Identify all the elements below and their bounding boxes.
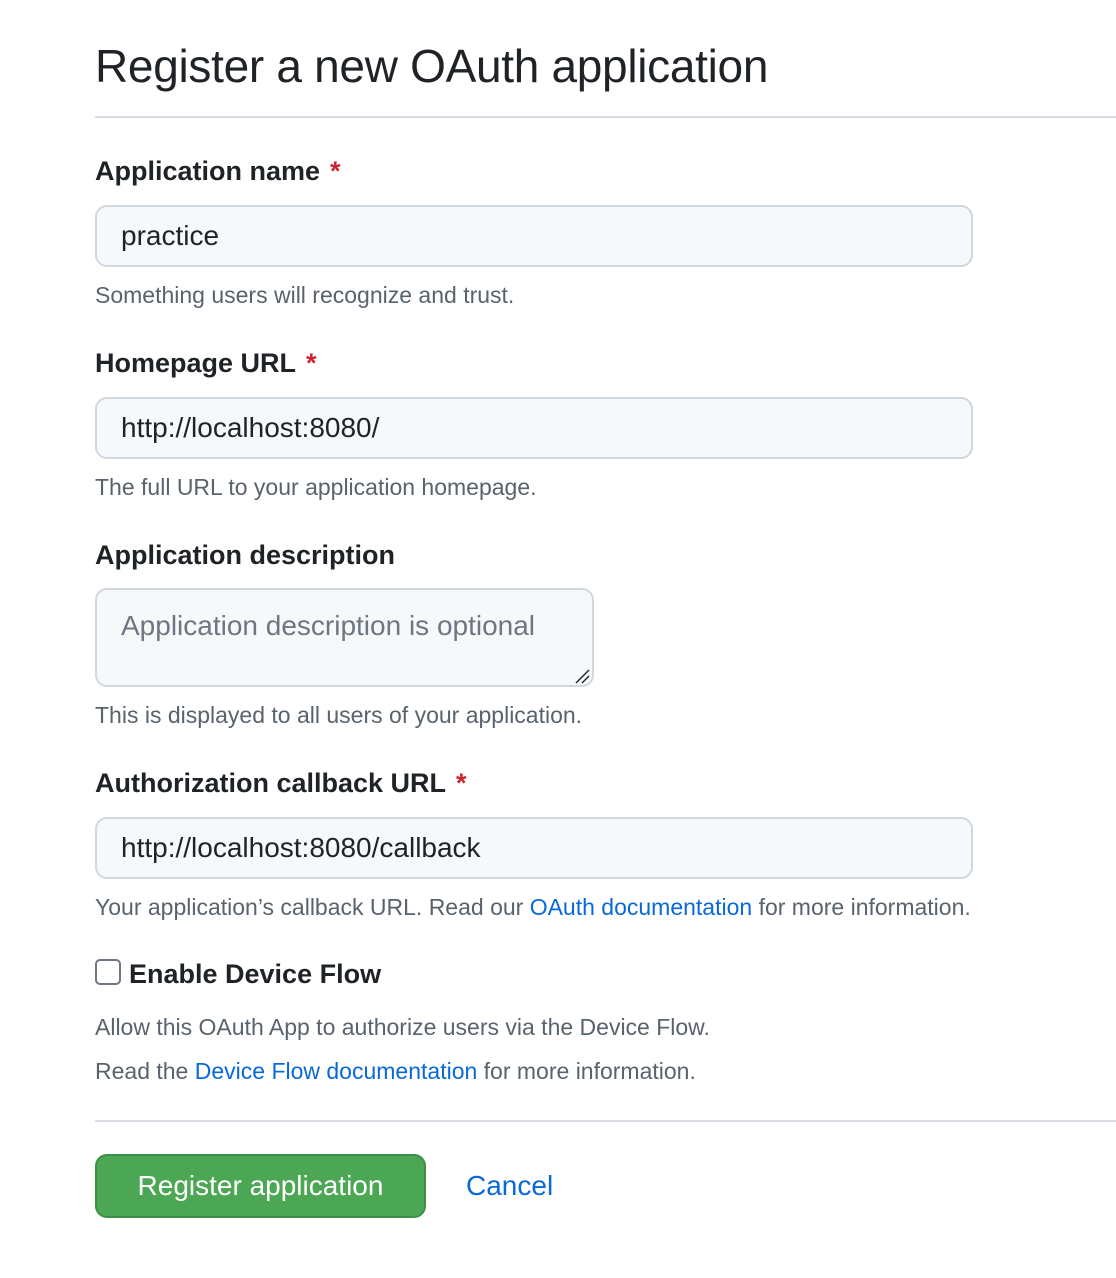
device-flow-doc-text-end: for more information. bbox=[483, 1058, 696, 1084]
required-marker: * bbox=[456, 768, 467, 798]
device-flow-doc-text: Read the bbox=[95, 1058, 189, 1084]
device-flow-note: Allow this OAuth App to authorize users via the Device Flow. bbox=[95, 1014, 710, 1040]
callback-url-input[interactable] bbox=[95, 817, 973, 879]
homepage-url-note: The full URL to your application homepage. bbox=[95, 474, 537, 500]
required-marker: * bbox=[330, 156, 341, 186]
device-flow-doc-note bbox=[95, 1056, 696, 1086]
description-textarea[interactable] bbox=[95, 588, 594, 687]
device-flow-label[interactable]: Enable Device Flow bbox=[129, 959, 382, 989]
page-title: Register a new OAuth application bbox=[95, 40, 769, 92]
cancel-link[interactable]: Cancel bbox=[466, 1170, 554, 1201]
app-name-note: Something users will recognize and trust. bbox=[95, 282, 515, 308]
resize-grip-icon[interactable] bbox=[574, 668, 590, 684]
app-name-label-text: Application name bbox=[95, 156, 321, 186]
homepage-url-label-text: Homepage URL bbox=[95, 348, 297, 378]
app-name-label bbox=[95, 154, 341, 188]
required-marker: * bbox=[306, 348, 317, 378]
title-divider bbox=[95, 116, 1116, 118]
register-application-button[interactable]: Register application bbox=[95, 1154, 426, 1218]
oauth-documentation-link[interactable]: OAuth documentation bbox=[529, 894, 753, 920]
description-label: Application description bbox=[95, 540, 396, 570]
callback-note-text-end: for more information. bbox=[758, 894, 971, 920]
homepage-url-label bbox=[95, 346, 317, 380]
description-note: This is displayed to all users of your application. bbox=[95, 702, 583, 728]
callback-url-note bbox=[95, 892, 971, 922]
callback-note-text: Your application’s callback URL. Read our bbox=[95, 894, 524, 920]
actions-divider bbox=[95, 1120, 1116, 1122]
callback-url-label bbox=[95, 766, 467, 800]
homepage-url-input[interactable] bbox=[95, 397, 973, 459]
callback-url-label-text: Authorization callback URL bbox=[95, 768, 447, 798]
device-flow-documentation-link[interactable]: Device Flow documentation bbox=[194, 1058, 478, 1084]
app-name-input[interactable] bbox=[95, 205, 973, 267]
device-flow-checkbox[interactable] bbox=[95, 959, 121, 985]
